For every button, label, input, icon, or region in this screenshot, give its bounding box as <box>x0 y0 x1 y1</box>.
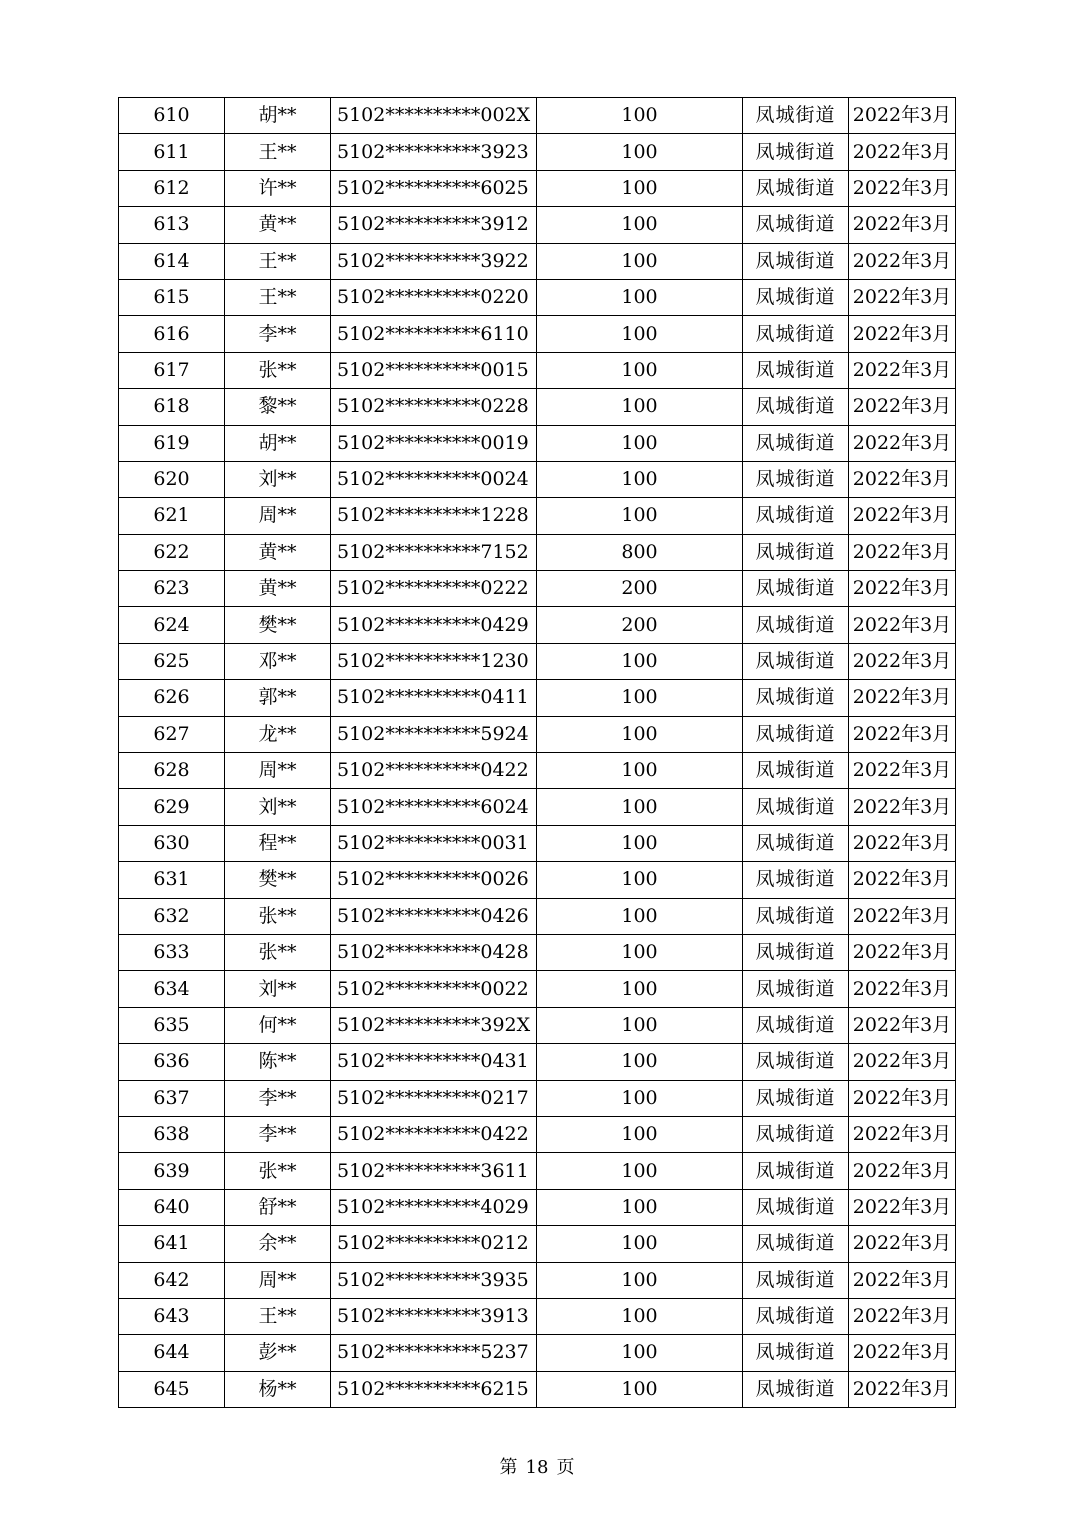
cell-date: 2022年3月 <box>849 134 956 170</box>
cell-amount: 100 <box>537 1226 743 1262</box>
cell-name: 程** <box>225 825 331 861</box>
cell-name: 王** <box>225 243 331 279</box>
cell-name: 何** <box>225 1007 331 1043</box>
table-row <box>119 134 956 170</box>
cell-name: 余** <box>225 1226 331 1262</box>
table-row <box>119 1371 956 1407</box>
cell-street: 凤城街道 <box>743 1335 849 1371</box>
cell-date: 2022年3月 <box>849 789 956 825</box>
cell-name: 黄** <box>225 207 331 243</box>
table-row <box>119 207 956 243</box>
cell-amount: 100 <box>537 862 743 898</box>
cell-amount: 100 <box>537 425 743 461</box>
table-row <box>119 716 956 752</box>
cell-name: 张** <box>225 352 331 388</box>
cell-id-number: 5102**********392X <box>331 1007 537 1043</box>
cell-id-number: 5102**********0428 <box>331 934 537 970</box>
cell-street: 凤城街道 <box>743 389 849 425</box>
cell-serial-number: 644 <box>119 1335 225 1371</box>
table-row <box>119 98 956 134</box>
cell-serial-number: 628 <box>119 753 225 789</box>
cell-date: 2022年3月 <box>849 316 956 352</box>
cell-date: 2022年3月 <box>849 716 956 752</box>
cell-name: 樊** <box>225 607 331 643</box>
table-row <box>119 461 956 497</box>
cell-id-number: 5102**********0015 <box>331 352 537 388</box>
cell-id-number: 5102**********0429 <box>331 607 537 643</box>
cell-street: 凤城街道 <box>743 98 849 134</box>
cell-id-number: 5102**********0422 <box>331 1116 537 1152</box>
cell-serial-number: 611 <box>119 134 225 170</box>
cell-street: 凤城街道 <box>743 716 849 752</box>
cell-date: 2022年3月 <box>849 1044 956 1080</box>
cell-id-number: 5102**********5924 <box>331 716 537 752</box>
table-row <box>119 934 956 970</box>
cell-serial-number: 636 <box>119 1044 225 1080</box>
cell-date: 2022年3月 <box>849 461 956 497</box>
cell-amount: 100 <box>537 134 743 170</box>
cell-amount: 100 <box>537 643 743 679</box>
cell-amount: 100 <box>537 461 743 497</box>
cell-street: 凤城街道 <box>743 134 849 170</box>
cell-name: 黄** <box>225 534 331 570</box>
table-row <box>119 789 956 825</box>
cell-id-number: 5102**********0228 <box>331 389 537 425</box>
table-row <box>119 170 956 206</box>
cell-street: 凤城街道 <box>743 316 849 352</box>
cell-street: 凤城街道 <box>743 1116 849 1152</box>
cell-amount: 100 <box>537 98 743 134</box>
table-row <box>119 607 956 643</box>
cell-id-number: 5102**********3611 <box>331 1153 537 1189</box>
cell-amount: 100 <box>537 1080 743 1116</box>
cell-date: 2022年3月 <box>849 1226 956 1262</box>
cell-street: 凤城街道 <box>743 898 849 934</box>
cell-serial-number: 612 <box>119 170 225 206</box>
cell-date: 2022年3月 <box>849 680 956 716</box>
cell-street: 凤城街道 <box>743 607 849 643</box>
cell-name: 胡** <box>225 425 331 461</box>
cell-date: 2022年3月 <box>849 279 956 315</box>
cell-amount: 100 <box>537 898 743 934</box>
cell-street: 凤城街道 <box>743 534 849 570</box>
cell-name: 龙** <box>225 716 331 752</box>
cell-amount: 100 <box>537 1335 743 1371</box>
cell-name: 周** <box>225 1262 331 1298</box>
cell-amount: 100 <box>537 1007 743 1043</box>
table-row <box>119 1116 956 1152</box>
cell-id-number: 5102**********3912 <box>331 207 537 243</box>
cell-date: 2022年3月 <box>849 498 956 534</box>
page-footer <box>0 1456 1074 1480</box>
cell-name: 李** <box>225 1116 331 1152</box>
cell-date: 2022年3月 <box>849 862 956 898</box>
cell-id-number: 5102**********0024 <box>331 461 537 497</box>
cell-date: 2022年3月 <box>849 1116 956 1152</box>
table-row <box>119 825 956 861</box>
cell-serial-number: 631 <box>119 862 225 898</box>
cell-id-number: 5102**********1228 <box>331 498 537 534</box>
table-row <box>119 753 956 789</box>
cell-serial-number: 610 <box>119 98 225 134</box>
page-number: 18 <box>525 1457 549 1478</box>
cell-amount: 100 <box>537 825 743 861</box>
cell-street: 凤城街道 <box>743 1298 849 1334</box>
cell-id-number: 5102**********6024 <box>331 789 537 825</box>
table-row <box>119 1298 956 1334</box>
cell-id-number: 5102**********6025 <box>331 170 537 206</box>
cell-id-number: 5102**********0222 <box>331 571 537 607</box>
cell-amount: 100 <box>537 680 743 716</box>
cell-amount: 100 <box>537 279 743 315</box>
cell-serial-number: 621 <box>119 498 225 534</box>
cell-street: 凤城街道 <box>743 1226 849 1262</box>
cell-serial-number: 615 <box>119 279 225 315</box>
cell-id-number: 5102**********3935 <box>331 1262 537 1298</box>
cell-amount: 100 <box>537 170 743 206</box>
cell-id-number: 5102**********0019 <box>331 425 537 461</box>
cell-name: 舒** <box>225 1189 331 1225</box>
table-row <box>119 643 956 679</box>
cell-date: 2022年3月 <box>849 352 956 388</box>
table-row <box>119 1262 956 1298</box>
table-row <box>119 1044 956 1080</box>
cell-name: 周** <box>225 753 331 789</box>
cell-serial-number: 629 <box>119 789 225 825</box>
cell-street: 凤城街道 <box>743 461 849 497</box>
cell-date: 2022年3月 <box>849 1335 956 1371</box>
cell-serial-number: 638 <box>119 1116 225 1152</box>
cell-name: 黎** <box>225 389 331 425</box>
cell-name: 王** <box>225 1298 331 1334</box>
table-row <box>119 498 956 534</box>
cell-name: 胡** <box>225 98 331 134</box>
cell-amount: 100 <box>537 753 743 789</box>
cell-serial-number: 618 <box>119 389 225 425</box>
cell-amount: 100 <box>537 1153 743 1189</box>
cell-street: 凤城街道 <box>743 279 849 315</box>
cell-id-number: 5102**********3913 <box>331 1298 537 1334</box>
cell-name: 张** <box>225 898 331 934</box>
cell-id-number: 5102**********0031 <box>331 825 537 861</box>
cell-street: 凤城街道 <box>743 862 849 898</box>
cell-date: 2022年3月 <box>849 643 956 679</box>
cell-amount: 200 <box>537 571 743 607</box>
cell-amount: 100 <box>537 934 743 970</box>
cell-serial-number: 617 <box>119 352 225 388</box>
cell-street: 凤城街道 <box>743 789 849 825</box>
cell-date: 2022年3月 <box>849 207 956 243</box>
cell-serial-number: 626 <box>119 680 225 716</box>
cell-date: 2022年3月 <box>849 98 956 134</box>
cell-amount: 100 <box>537 352 743 388</box>
page-suffix: 页 <box>556 1457 575 1478</box>
cell-id-number: 5102**********002X <box>331 98 537 134</box>
cell-id-number: 5102**********7152 <box>331 534 537 570</box>
cell-serial-number: 641 <box>119 1226 225 1262</box>
cell-street: 凤城街道 <box>743 1044 849 1080</box>
cell-name: 张** <box>225 934 331 970</box>
cell-serial-number: 619 <box>119 425 225 461</box>
cell-amount: 100 <box>537 1189 743 1225</box>
cell-name: 王** <box>225 134 331 170</box>
table-row <box>119 1007 956 1043</box>
cell-serial-number: 643 <box>119 1298 225 1334</box>
cell-name: 刘** <box>225 971 331 1007</box>
table-row <box>119 680 956 716</box>
cell-street: 凤城街道 <box>743 1262 849 1298</box>
cell-amount: 100 <box>537 316 743 352</box>
cell-name: 陈** <box>225 1044 331 1080</box>
cell-name: 王** <box>225 279 331 315</box>
table-row <box>119 425 956 461</box>
cell-street: 凤城街道 <box>743 1189 849 1225</box>
cell-street: 凤城街道 <box>743 243 849 279</box>
cell-date: 2022年3月 <box>849 934 956 970</box>
cell-street: 凤城街道 <box>743 170 849 206</box>
cell-amount: 100 <box>537 1044 743 1080</box>
cell-serial-number: 616 <box>119 316 225 352</box>
cell-street: 凤城街道 <box>743 352 849 388</box>
cell-id-number: 5102**********0022 <box>331 971 537 1007</box>
cell-id-number: 5102**********0220 <box>331 279 537 315</box>
cell-name: 樊** <box>225 862 331 898</box>
cell-amount: 100 <box>537 1298 743 1334</box>
cell-date: 2022年3月 <box>849 1080 956 1116</box>
cell-amount: 100 <box>537 716 743 752</box>
table-body <box>119 98 956 1408</box>
table-row <box>119 1189 956 1225</box>
cell-amount: 100 <box>537 789 743 825</box>
table-row <box>119 1335 956 1371</box>
cell-street: 凤城街道 <box>743 825 849 861</box>
page-prefix: 第 <box>499 1457 518 1478</box>
table-row <box>119 571 956 607</box>
cell-name: 许** <box>225 170 331 206</box>
table-row <box>119 862 956 898</box>
table-row <box>119 389 956 425</box>
cell-name: 张** <box>225 1153 331 1189</box>
cell-date: 2022年3月 <box>849 753 956 789</box>
cell-date: 2022年3月 <box>849 534 956 570</box>
cell-amount: 200 <box>537 607 743 643</box>
cell-id-number: 5102**********0426 <box>331 898 537 934</box>
cell-street: 凤城街道 <box>743 1007 849 1043</box>
cell-id-number: 5102**********0431 <box>331 1044 537 1080</box>
cell-serial-number: 642 <box>119 1262 225 1298</box>
cell-serial-number: 634 <box>119 971 225 1007</box>
cell-name: 杨** <box>225 1371 331 1407</box>
cell-date: 2022年3月 <box>849 1298 956 1334</box>
cell-amount: 100 <box>537 389 743 425</box>
cell-serial-number: 635 <box>119 1007 225 1043</box>
table-row <box>119 971 956 1007</box>
cell-name: 郭** <box>225 680 331 716</box>
cell-id-number: 5102**********0411 <box>331 680 537 716</box>
cell-id-number: 5102**********5237 <box>331 1335 537 1371</box>
cell-street: 凤城街道 <box>743 207 849 243</box>
cell-amount: 100 <box>537 971 743 1007</box>
cell-street: 凤城街道 <box>743 425 849 461</box>
cell-serial-number: 637 <box>119 1080 225 1116</box>
cell-date: 2022年3月 <box>849 1153 956 1189</box>
cell-date: 2022年3月 <box>849 571 956 607</box>
cell-date: 2022年3月 <box>849 1007 956 1043</box>
cell-name: 刘** <box>225 461 331 497</box>
cell-serial-number: 630 <box>119 825 225 861</box>
cell-date: 2022年3月 <box>849 243 956 279</box>
cell-serial-number: 625 <box>119 643 225 679</box>
cell-id-number: 5102**********0217 <box>331 1080 537 1116</box>
cell-id-number: 5102**********6110 <box>331 316 537 352</box>
cell-name: 黄** <box>225 571 331 607</box>
cell-serial-number: 633 <box>119 934 225 970</box>
cell-serial-number: 622 <box>119 534 225 570</box>
cell-name: 彭** <box>225 1335 331 1371</box>
cell-street: 凤城街道 <box>743 1153 849 1189</box>
table-row <box>119 316 956 352</box>
cell-name: 李** <box>225 1080 331 1116</box>
cell-amount: 100 <box>537 1262 743 1298</box>
cell-serial-number: 613 <box>119 207 225 243</box>
cell-street: 凤城街道 <box>743 680 849 716</box>
cell-serial-number: 627 <box>119 716 225 752</box>
cell-date: 2022年3月 <box>849 898 956 934</box>
cell-date: 2022年3月 <box>849 389 956 425</box>
cell-date: 2022年3月 <box>849 425 956 461</box>
table-row <box>119 352 956 388</box>
cell-amount: 100 <box>537 1371 743 1407</box>
table-row <box>119 1226 956 1262</box>
cell-id-number: 5102**********1230 <box>331 643 537 679</box>
cell-name: 周** <box>225 498 331 534</box>
cell-serial-number: 620 <box>119 461 225 497</box>
cell-id-number: 5102**********3923 <box>331 134 537 170</box>
cell-street: 凤城街道 <box>743 934 849 970</box>
table-row <box>119 243 956 279</box>
cell-amount: 100 <box>537 1116 743 1152</box>
cell-id-number: 5102**********0026 <box>331 862 537 898</box>
subsidy-list-table <box>118 97 956 1408</box>
cell-serial-number: 624 <box>119 607 225 643</box>
cell-name: 刘** <box>225 789 331 825</box>
table-row <box>119 1153 956 1189</box>
cell-amount: 800 <box>537 534 743 570</box>
cell-date: 2022年3月 <box>849 825 956 861</box>
cell-name: 李** <box>225 316 331 352</box>
cell-amount: 100 <box>537 207 743 243</box>
cell-amount: 100 <box>537 498 743 534</box>
cell-date: 2022年3月 <box>849 607 956 643</box>
cell-date: 2022年3月 <box>849 1189 956 1225</box>
table-row <box>119 279 956 315</box>
table-row <box>119 898 956 934</box>
cell-date: 2022年3月 <box>849 170 956 206</box>
cell-amount: 100 <box>537 243 743 279</box>
cell-serial-number: 645 <box>119 1371 225 1407</box>
cell-id-number: 5102**********6215 <box>331 1371 537 1407</box>
cell-street: 凤城街道 <box>743 571 849 607</box>
cell-street: 凤城街道 <box>743 643 849 679</box>
cell-street: 凤城街道 <box>743 498 849 534</box>
cell-id-number: 5102**********4029 <box>331 1189 537 1225</box>
cell-serial-number: 639 <box>119 1153 225 1189</box>
cell-serial-number: 632 <box>119 898 225 934</box>
cell-name: 邓** <box>225 643 331 679</box>
cell-id-number: 5102**********3922 <box>331 243 537 279</box>
table-row <box>119 534 956 570</box>
cell-street: 凤城街道 <box>743 971 849 1007</box>
cell-serial-number: 614 <box>119 243 225 279</box>
cell-street: 凤城街道 <box>743 1080 849 1116</box>
cell-id-number: 5102**********0422 <box>331 753 537 789</box>
cell-street: 凤城街道 <box>743 753 849 789</box>
cell-date: 2022年3月 <box>849 1262 956 1298</box>
cell-id-number: 5102**********0212 <box>331 1226 537 1262</box>
cell-street: 凤城街道 <box>743 1371 849 1407</box>
cell-serial-number: 640 <box>119 1189 225 1225</box>
cell-date: 2022年3月 <box>849 971 956 1007</box>
cell-date: 2022年3月 <box>849 1371 956 1407</box>
table-row <box>119 1080 956 1116</box>
cell-serial-number: 623 <box>119 571 225 607</box>
